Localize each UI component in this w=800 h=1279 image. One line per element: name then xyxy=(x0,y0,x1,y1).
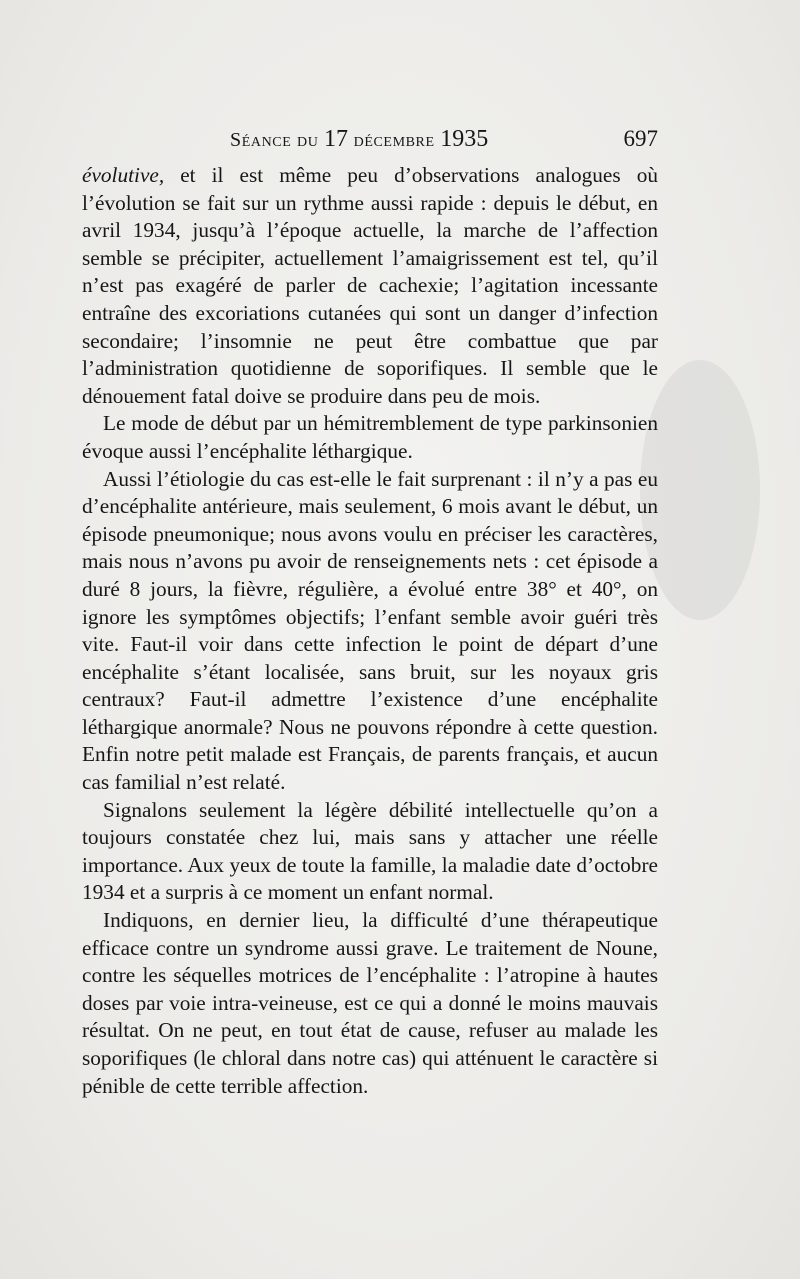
running-title xyxy=(230,126,488,153)
title-middle: décembre xyxy=(348,129,441,151)
paragraph-4: Signalons seulement la légère débilité intellectuelle qu’on a toujours constatée chez lui, mais sans y attacher une réelle importance. Aux yeux de toute la famille, la maladie date d’octobre 1934 et a surpris à ce moment un enfant normal. xyxy=(82,797,658,905)
title-day: 17 xyxy=(324,126,349,152)
paragraph-2: Le mode de début par un hémitremblement de type parkinsonien évoque aussi l’encéphalite léthargique. xyxy=(82,411,658,463)
paragraph-3: Aussi l’étiologie du cas est-elle le fait surprenant : il n’y a pas eu d’encéphalite antérieure, mais seulement, 6 mois avant le début, un épisode pneumonique; nous avons voulu en préciser les caractères, mais nous n’avons pu avoir de renseignements nets : cet épisode a duré 8 jours, la fièvre, régulière, a évolué entre 38° et 40°, on ignore les symptômes objectifs; l’enfant semble avoir guéri très vite. Faut-il voir dans cette infection le point de départ d’une encéphalite s’étant localisée, sans bruit, sur les noyaux gris centraux? Faut-il admettre l’existence d’une encéphalite léthargique anormale? Nous ne pouvons répondre à cette question. Enfin notre petit malade est Français, de parents français, et aucun cas familial n’est relaté. xyxy=(82,466,658,795)
body-text xyxy=(82,162,658,1100)
running-header xyxy=(82,126,658,152)
title-year: 1935 xyxy=(440,126,489,152)
paragraph-1 xyxy=(82,162,658,410)
paragraph-1-italic-lead: évolutive, xyxy=(82,163,165,187)
paragraph-5: Indiquons, en dernier lieu, la difficulté d’une thérapeutique efficace contre un syndrome aussi grave. Le traitement de Noune, contre les séquelles motrices de l’encéphalite : l’atropine à hautes doses par voie intra-veineuse, est ce qui a donné le moins mauvais résultat. On ne peut, en tout état de cause, refuser au malade les soporifiques (le chloral dans notre cas) qui atténuent le caractère si pénible de cette terrible affection. xyxy=(82,908,658,1098)
page-number: 697 xyxy=(623,126,658,151)
paper-stain xyxy=(640,360,760,620)
title-prefix: Séance du xyxy=(230,129,325,151)
paragraph-1-text: et il est même peu d’observations analogues où l’évolution se fait sur un rythme aussi rapide : depuis le début, en avril 1934, jusqu’à l’époque actuelle, la marche de l’affection semble se précipiter, actuellement l’amaigrissement est tel, qu’il n’est pas exagéré de parler de cachexie; l’agitation incessante entraîne des excoriations cutanées qui sont un danger d’infection secondaire; l’insomnie ne peut être combattue que par l’administration quotidienne de soporifiques. Il semble que le dénouement fatal doive se produire dans peu de mois. xyxy=(82,163,658,408)
